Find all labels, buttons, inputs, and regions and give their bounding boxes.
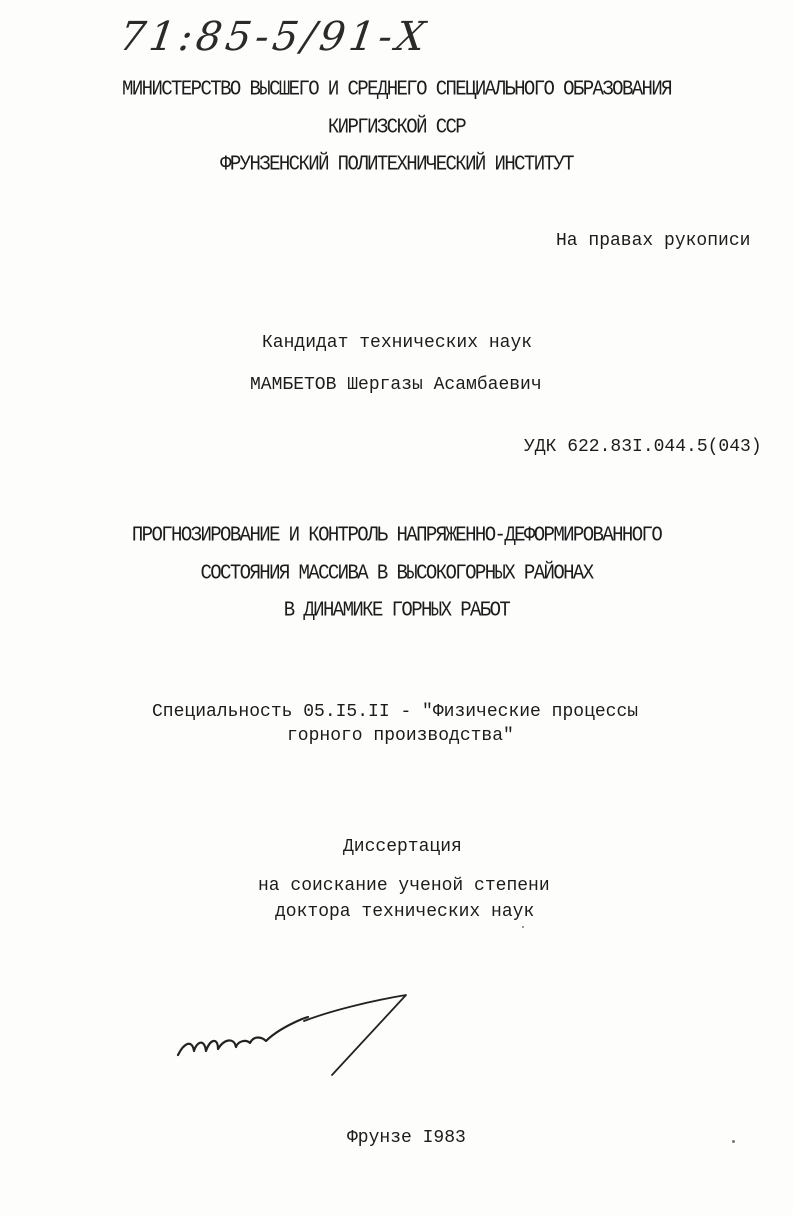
place-year: Фрунзе I983 [347, 1128, 466, 1148]
title-line-1: ПРОГНОЗИРОВАНИЕ И КОНТРОЛЬ НАПРЯЖЕННО-ДЕФОРМИРОВАННОГО [131, 522, 662, 548]
speck [732, 1140, 735, 1143]
archive-mark: 71:85-5/91-Х [116, 14, 432, 60]
ministry-heading: МИНИСТЕРСТВО ВЫСШЕГО И СРЕДНЕГО СПЕЦИАЛЬНОГО ОБРАЗОВАНИЯ [122, 76, 671, 102]
title-line-3: В ДИНАМИКЕ ГОРНЫХ РАБОТ [283, 597, 510, 623]
institute-heading: ФРУНЗЕНСКИЙ ПОЛИТЕХНИЧЕСКИЙ ИНСТИТУТ [220, 151, 573, 177]
speck [522, 926, 524, 928]
specialty-line-2: горного производства" [287, 726, 514, 746]
dissertation-label: Диссертация [343, 837, 462, 857]
degree-purpose: на соискание ученой степени [258, 876, 550, 896]
udc-code: УДК 622.83I.044.5(043) [524, 437, 762, 457]
republic-heading: КИРГИЗСКОЙ ССР [327, 114, 466, 140]
title-line-2: СОСТОЯНИЯ МАССИВА В ВЫСОКОГОРНЫХ РАЙОНАХ [200, 560, 593, 586]
author-signature [170, 985, 420, 1080]
degree-target: доктора технических наук [275, 902, 535, 922]
manuscript-note: На правах рукописи [556, 231, 751, 251]
specialty-line-1: Специальность 05.I5.II - "Физические процессы [152, 702, 639, 722]
author-degree: Кандидат технических наук [262, 333, 533, 353]
author-name: МАМБЕТОВ Шергазы Асамбаевич [250, 375, 542, 395]
